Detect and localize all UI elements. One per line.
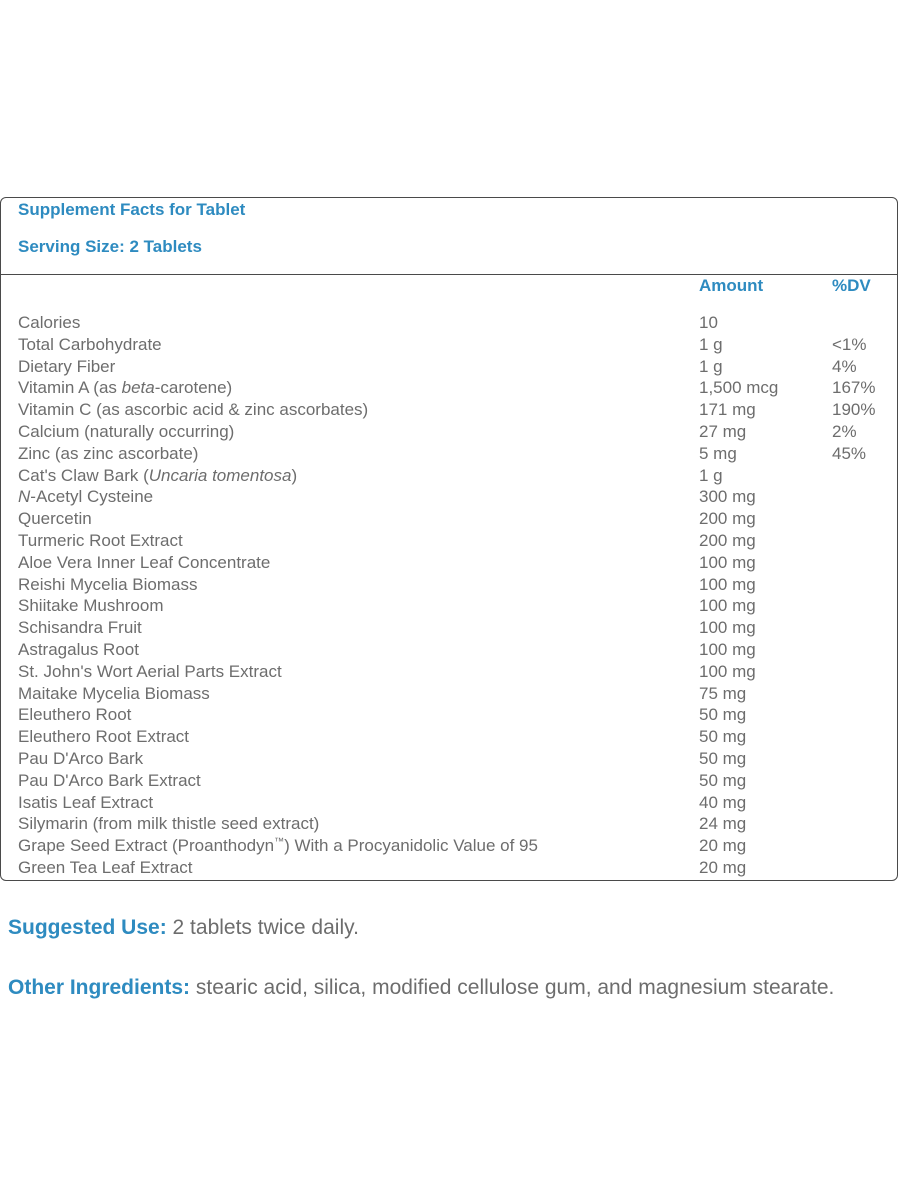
- ingredient-amount: 1,500 mcg: [699, 378, 779, 398]
- ingredient-name: [18, 617, 142, 639]
- ingredient-row: [1, 334, 897, 356]
- ingredient-name: [18, 704, 131, 726]
- ingredient-amount: 100 mg: [699, 574, 756, 594]
- ingredient-amount: 50 mg: [699, 770, 747, 790]
- ingredient-amount: 50 mg: [699, 727, 747, 747]
- ingredient-amount: 50 mg: [699, 705, 747, 725]
- ingredient-amount: 100 mg: [699, 596, 756, 616]
- ingredient-name: [18, 639, 139, 661]
- ingredient-amount: 27 mg: [699, 421, 747, 441]
- ingredient-name: [18, 508, 92, 530]
- ingredient-name-pre: Cat's Claw Bark (: [18, 465, 149, 485]
- ingredient-name-pre: Total Carbohydrate: [18, 334, 162, 354]
- ingredient-amount: 1 g: [699, 465, 723, 485]
- ingredient-name: [18, 770, 201, 792]
- serving-size: Serving Size: 2 Tablets: [18, 237, 202, 256]
- ingredient-row: [1, 508, 897, 530]
- ingredient-name: [18, 835, 538, 857]
- ingredient-name: [18, 857, 193, 879]
- ingredient-amount: 50 mg: [699, 748, 747, 768]
- other-ingredients-text: stearic acid, silica, modified cellulose gum, and magnesium stearate.: [190, 976, 835, 999]
- ingredient-name-pre: Reishi Mycelia Biomass: [18, 574, 198, 594]
- ingredient-row: [1, 399, 897, 421]
- suggested-use-text: 2 tablets twice daily.: [166, 916, 359, 939]
- ingredient-amount: 24 mg: [699, 814, 747, 834]
- ingredient-dv: 190%: [832, 400, 876, 420]
- ingredient-amount: 75 mg: [699, 683, 747, 703]
- ingredient-row: [1, 486, 897, 508]
- ingredient-row: [1, 813, 897, 835]
- ingredient-name-pre: Eleuthero Root Extract: [18, 727, 190, 747]
- ingredient-name: [18, 748, 143, 770]
- ingredient-row: [1, 857, 897, 879]
- ingredient-name-post: -Acetyl Cysteine: [30, 487, 154, 507]
- ingredient-row: [1, 595, 897, 617]
- suggested-use-label: Suggested Use:: [8, 916, 167, 939]
- ingredient-row: [1, 770, 897, 792]
- facts-header: [1, 198, 897, 275]
- ingredient-name-pre: Calcium (naturally occurring): [18, 421, 235, 441]
- ingredient-dv: 167%: [832, 378, 876, 398]
- ingredient-name: [18, 377, 232, 399]
- ingredient-name: [18, 443, 198, 465]
- ingredient-name-ital: beta: [121, 378, 155, 398]
- ingredient-amount: 5 mg: [699, 443, 737, 463]
- ingredient-dv: <1%: [832, 334, 867, 354]
- ingredient-name-pre: Vitamin C (as ascorbic acid & zinc ascorbates): [18, 400, 369, 420]
- ingredient-amount: 40 mg: [699, 792, 747, 812]
- ingredient-dv: 2%: [832, 421, 857, 441]
- ingredient-name: [18, 399, 368, 421]
- ingredient-row: [1, 530, 897, 552]
- ingredient-name-pre: Shiitake Mushroom: [18, 596, 164, 616]
- ingredient-name-ital: Uncaria tomentosa: [148, 465, 292, 485]
- ingredient-amount: 100 mg: [699, 661, 756, 681]
- other-ingredients: [8, 976, 834, 1000]
- ingredient-row: [1, 574, 897, 596]
- facts-rows: [1, 312, 897, 879]
- ingredient-row: [1, 704, 897, 726]
- dv-column-header: %DV: [832, 276, 871, 295]
- ingredient-name-pre: Isatis Leaf Extract: [18, 792, 154, 812]
- ingredient-name-pre: Aloe Vera Inner Leaf Concentrate: [18, 552, 271, 572]
- ingredient-name-pre: Dietary Fiber: [18, 356, 116, 376]
- ingredient-name-pre: Astragalus Root: [18, 639, 139, 659]
- ingredient-name-pre: Zinc (as zinc ascorbate): [18, 443, 199, 463]
- ingredient-amount: 10: [699, 313, 718, 332]
- ingredient-row: [1, 617, 897, 639]
- amount-column-header: Amount: [699, 276, 764, 295]
- ingredient-name-pre: Pau D'Arco Bark: [18, 748, 144, 768]
- ingredient-name: [18, 530, 183, 552]
- facts-title: Supplement Facts for Tablet: [18, 200, 246, 219]
- ingredient-name: [18, 421, 234, 443]
- ingredient-row: [1, 683, 897, 705]
- ingredient-name: [18, 726, 189, 748]
- ingredient-name: [18, 792, 153, 814]
- ingredient-name: [18, 356, 115, 378]
- supplement-facts-panel: [0, 197, 898, 881]
- ingredient-name-post: -carotene): [154, 378, 233, 398]
- ingredient-amount: 200 mg: [699, 530, 756, 550]
- ingredient-row: [1, 421, 897, 443]
- ingredient-name: [18, 486, 153, 508]
- ingredient-amount: 171 mg: [699, 400, 756, 420]
- ingredient-name-pre: Pau D'Arco Bark Extract: [18, 770, 201, 790]
- ingredient-amount: 100 mg: [699, 639, 756, 659]
- ingredient-amount: 20 mg: [699, 836, 747, 856]
- ingredient-name-pre: Quercetin: [18, 509, 92, 529]
- ingredient-amount: 100 mg: [699, 552, 756, 572]
- ingredient-name-pre: Turmeric Root Extract: [18, 530, 183, 550]
- ingredient-name: [18, 661, 282, 683]
- ingredient-amount: 1 g: [699, 356, 723, 376]
- ingredient-name: [18, 465, 297, 487]
- ingredient-amount: 1 g: [699, 334, 723, 354]
- ingredient-name-pre: Grape Seed Extract (Proanthodyn: [18, 836, 275, 856]
- ingredient-name: [18, 595, 164, 617]
- ingredient-row: [1, 465, 897, 487]
- ingredient-name: [18, 683, 210, 705]
- ingredient-dv: 4%: [832, 356, 857, 376]
- ingredient-row: [1, 661, 897, 683]
- ingredient-name-pre: St. John's Wort Aerial Parts Extract: [18, 661, 282, 681]
- ingredient-name: [18, 813, 319, 835]
- ingredient-name-pre: Vitamin A (as: [18, 378, 122, 398]
- other-ingredients-label: Other Ingredients:: [8, 976, 191, 999]
- ingredient-row: [1, 726, 897, 748]
- ingredient-row: [1, 377, 897, 399]
- ingredient-name-ital: N: [18, 487, 31, 507]
- ingredient-row: [1, 792, 897, 814]
- ingredient-amount: 20 mg: [699, 857, 747, 877]
- ingredient-name-pre: Schisandra Fruit: [18, 618, 142, 638]
- ingredient-name: [18, 552, 270, 574]
- ingredient-row: [1, 356, 897, 378]
- ingredient-name: [18, 574, 198, 596]
- ingredient-name-sup: ™: [274, 836, 285, 848]
- ingredient-row: [1, 312, 897, 334]
- ingredient-name-post: ): [291, 465, 298, 485]
- ingredient-name: [18, 334, 162, 356]
- ingredient-name-pre: Silymarin (from milk thistle seed extract): [18, 814, 320, 834]
- ingredient-name-pre: Eleuthero Root: [18, 705, 132, 725]
- ingredient-row: [1, 443, 897, 465]
- ingredient-name-pre: Green Tea Leaf Extract: [18, 857, 193, 877]
- ingredient-name-pre: Maitake Mycelia Biomass: [18, 683, 210, 703]
- ingredient-row: [1, 748, 897, 770]
- ingredient-row: [1, 552, 897, 574]
- ingredient-amount: 300 mg: [699, 487, 756, 507]
- ingredient-name-pre: Calories: [18, 313, 81, 332]
- ingredient-amount: 200 mg: [699, 509, 756, 529]
- ingredient-name: [18, 312, 80, 334]
- ingredient-name-post2: ) With a Procyanidolic Value of 95: [284, 836, 538, 856]
- ingredient-dv: 45%: [832, 443, 867, 463]
- ingredient-amount: 100 mg: [699, 618, 756, 638]
- ingredient-row: [1, 639, 897, 661]
- ingredient-row: [1, 835, 897, 857]
- suggested-use: [8, 916, 359, 940]
